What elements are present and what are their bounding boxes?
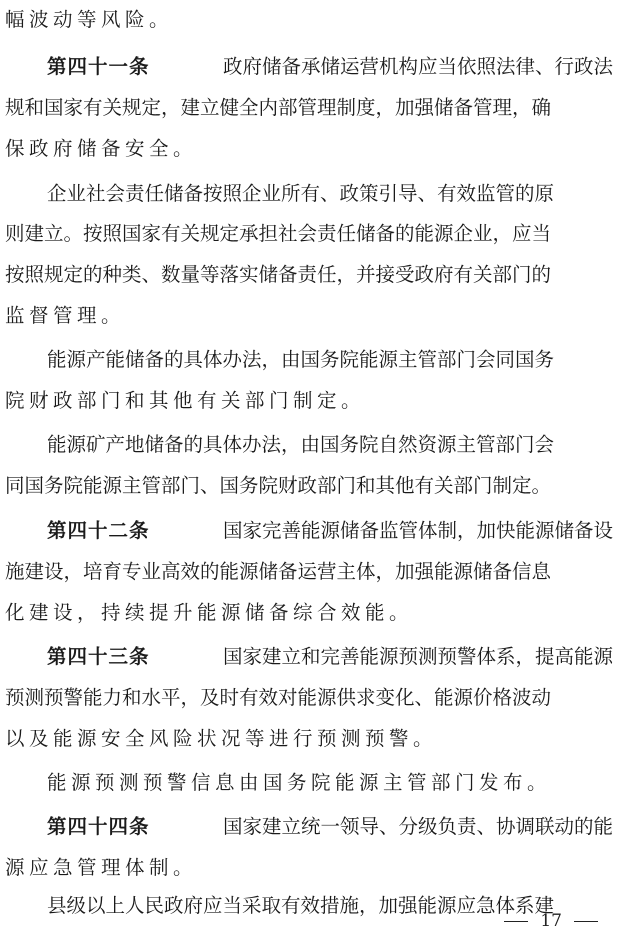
text-line: 同国务院能源主管部门、国务院财政部门和其他有关部门制定。 — [5, 474, 552, 497]
text-line: 规和国家有关规定，建立健全内部管理制度，加强储备管理，确 — [5, 96, 552, 119]
text-line: 保政府储备安全。 — [5, 137, 198, 160]
article-42-heading: 第四十二条 — [47, 519, 150, 542]
article-43-heading: 第四十三条 — [47, 645, 150, 668]
page-footer — [504, 906, 598, 936]
article-42-line: 第四十二条 国家完善能源储备监管体制，加快能源储备设 — [47, 511, 613, 551]
footer-dash-left — [504, 921, 528, 922]
page-number: 17 — [540, 911, 562, 931]
text-line: 按照规定的种类、数量等落实储备责任，并接受政府有关部门的 — [5, 263, 552, 286]
text-line: 企业社会责任储备按照企业所有、政策引导、有效监管的原 — [47, 182, 555, 205]
text-line: 幅波动等风险。 — [5, 8, 174, 31]
text-line: 监督管理。 — [5, 304, 126, 327]
article-41-heading: 第四十一条 — [47, 55, 150, 78]
footer-dash-right — [574, 921, 598, 922]
article-41-line: 第四十一条 政府储备承储运营机构应当依照法律、行政法 — [47, 47, 613, 87]
text-line: 县级以上人民政府应当采取有效措施，加强能源应急体系建 — [47, 894, 555, 917]
text-line: 能源预测预警信息由国务院能源主管部门发布。 — [47, 771, 552, 794]
article-43-line: 第四十三条 国家建立和完善能源预测预警体系，提高能源 — [47, 637, 613, 677]
article-44-line: 第四十四条 国家建立统一领导、分级负责、协调联动的能 — [47, 807, 613, 847]
text-line: 则建立。按照国家有关规定承担社会责任储备的能源企业，应当 — [5, 222, 552, 245]
article-44-heading: 第四十四条 — [47, 815, 150, 838]
text-line: 化建设，持续提升能源储备综合效能。 — [5, 601, 414, 624]
text-line: 预测预警能力和水平，及时有效对能源供求变化、能源价格波动 — [5, 686, 552, 709]
text-line: 院财政部门和其他有关部门制定。 — [5, 389, 366, 412]
text-line: 以及能源安全风险状况等进行预测预警。 — [5, 727, 438, 750]
text-line: 能源产能储备的具体办法，由国务院能源主管部门会同国务 — [47, 348, 555, 371]
text-line: 源应急管理体制。 — [5, 856, 198, 879]
text-line: 施建设，培育专业高效的能源储备运营主体，加强能源储备信息 — [5, 560, 552, 583]
text-line: 能源矿产地储备的具体办法，由国务院自然资源主管部门会 — [47, 433, 555, 456]
